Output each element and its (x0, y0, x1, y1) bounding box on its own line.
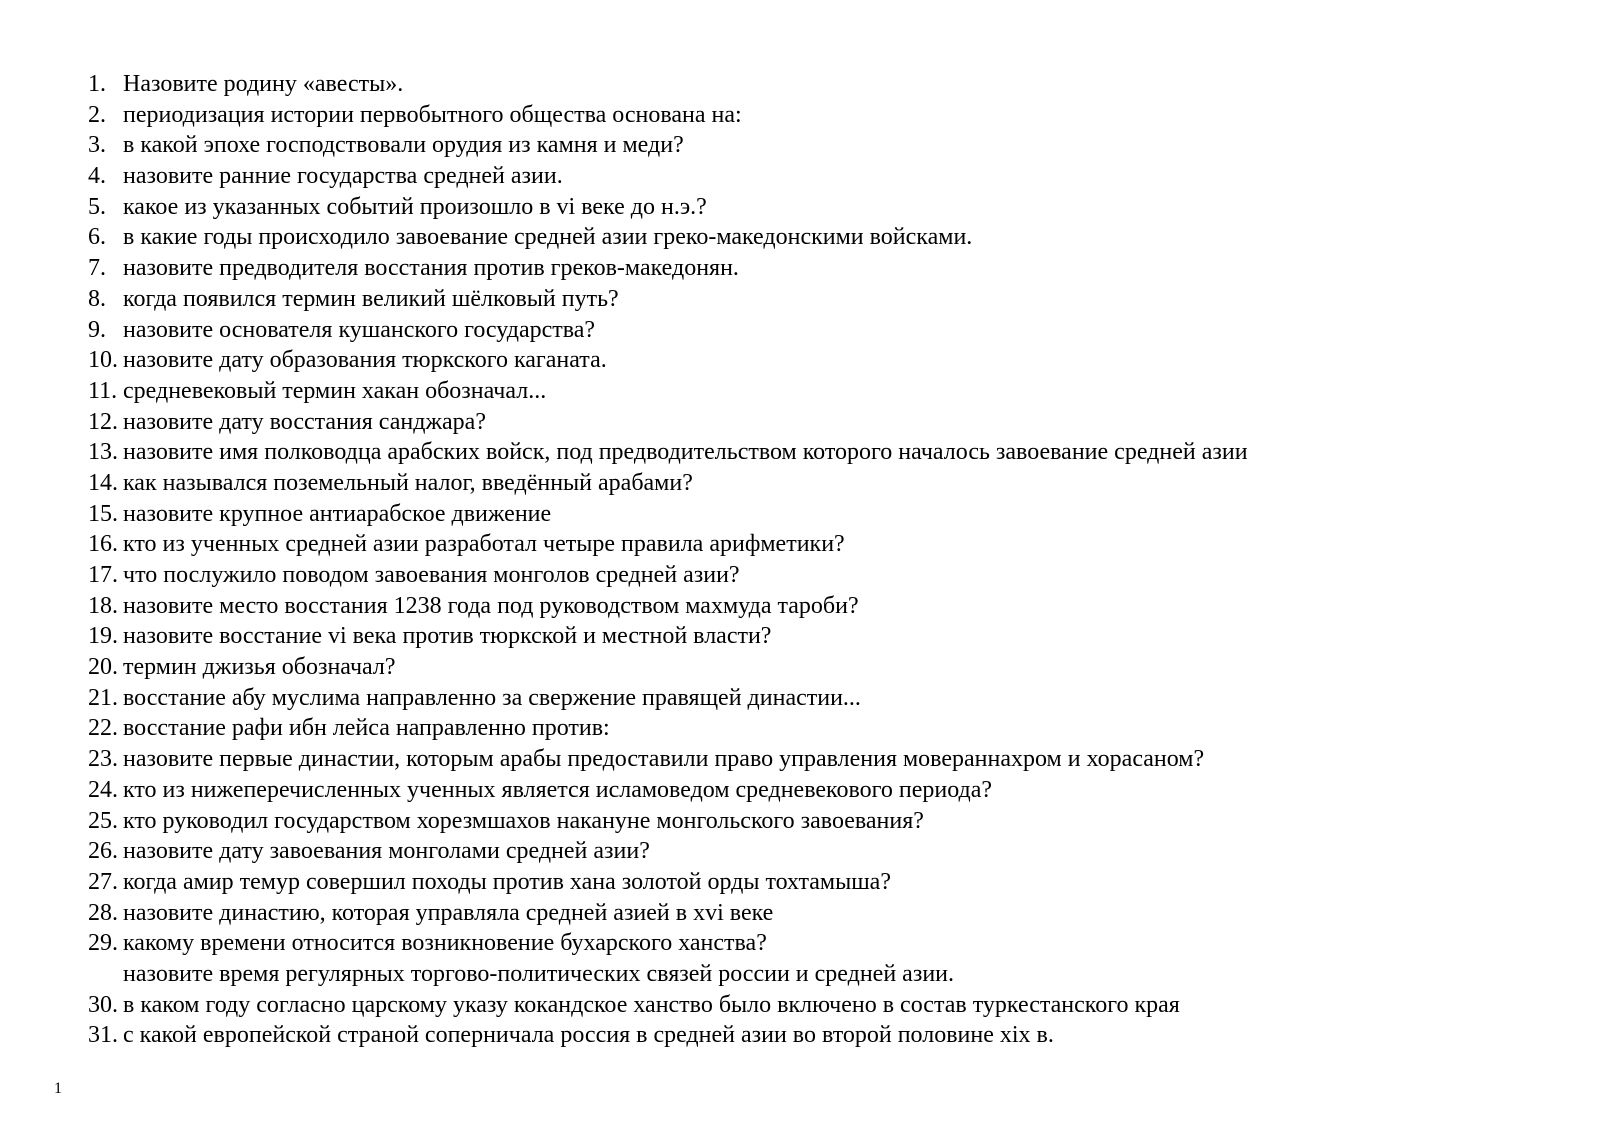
question-item (88, 898, 1248, 929)
question-item (88, 499, 1248, 530)
question-item (88, 345, 1248, 376)
question-number: 21. (88, 684, 118, 711)
question-item (88, 529, 1248, 560)
question-text: какое из указанных событий произошло в vi веке до н.э.? (123, 193, 707, 220)
question-number: 25. (88, 807, 118, 834)
question-number: 11. (88, 377, 118, 404)
question-item-continuation (88, 959, 1248, 990)
question-text: назовите крупное антиарабское движение (123, 500, 552, 527)
question-number: 8. (88, 285, 106, 312)
question-item (88, 652, 1248, 683)
question-text: восстание рафи ибн лейса направленно против: (123, 715, 610, 742)
question-item (88, 836, 1248, 867)
question-number: 15. (88, 500, 118, 527)
question-number: 24. (88, 776, 118, 803)
question-text: с какой европейской страной соперничала россия в средней азии во второй половине xix в. (123, 1022, 1054, 1049)
question-item (88, 1020, 1248, 1051)
question-number: 20. (88, 654, 118, 681)
question-item (88, 222, 1248, 253)
question-text: кто из нижеперечисленных ученных является исламоведом средневекового периода? (123, 776, 993, 803)
question-number: 17. (88, 562, 118, 588)
question-text: средневековый термин хакан обозначал... (123, 377, 547, 404)
question-item (88, 315, 1248, 346)
question-number: 3. (88, 132, 106, 159)
question-item (88, 253, 1248, 284)
question-number: 31. (88, 1022, 118, 1049)
question-text: в какие годы происходило завоевание средней азии греко-македонскими войсками. (123, 224, 973, 251)
question-item (88, 161, 1248, 192)
question-number: 10. (88, 347, 118, 374)
question-number: 9. (88, 316, 106, 343)
question-item (88, 192, 1248, 223)
question-item (88, 591, 1248, 622)
question-text: назовите первые династии, которым арабы предоставили право управления мовераннахром и хорасаном? (123, 746, 1205, 773)
question-number: 4. (88, 163, 106, 190)
question-number: 14. (88, 469, 118, 496)
question-text: периодизация истории первобытного общества основана на: (123, 101, 742, 128)
question-item (88, 928, 1248, 959)
question-item (88, 775, 1248, 806)
question-number: 27. (88, 868, 118, 895)
question-text: назовите ранние государства средней азии. (123, 163, 563, 190)
question-text: какому времени относится возникновение бухарского ханства? (123, 930, 767, 957)
question-item (88, 744, 1248, 775)
question-item (88, 407, 1248, 438)
question-item (88, 284, 1248, 315)
question-text: назовите предводителя восстания против греков-македонян. (123, 255, 739, 282)
question-number: 7. (88, 255, 106, 282)
question-text: назовите восстание vi века против тюркской и местной власти? (123, 623, 772, 650)
question-number: 16. (88, 531, 118, 558)
question-item (88, 621, 1248, 652)
question-text: восстание абу муслима направленно за свержение правящей династии... (123, 684, 861, 711)
question-item (88, 468, 1248, 499)
question-item (88, 100, 1248, 131)
question-item (88, 130, 1248, 161)
question-number: 13. (88, 439, 118, 466)
question-number: 22. (88, 715, 118, 742)
question-text: термин джизья обозначал? (123, 654, 396, 681)
question-item (88, 867, 1248, 898)
question-item (88, 806, 1248, 837)
question-text: что послужило поводом завоевания монголов средней азии? (123, 562, 740, 588)
question-number: 6. (88, 224, 106, 251)
question-number: 1. (88, 71, 106, 97)
question-number: 30. (88, 991, 118, 1018)
question-number: 29. (88, 930, 118, 957)
question-number: 28. (88, 899, 118, 926)
question-text: назовите имя полководца арабских войск, под предводительством которого началось завоевание средней азии (123, 439, 1248, 466)
question-text: в каком году согласно царскому указу кокандское ханство было включено в состав туркестанского края (123, 991, 1180, 1018)
page-number: 1 (54, 1080, 62, 1097)
question-text: когда появился термин великий шёлковый путь? (123, 285, 619, 312)
question-item (88, 560, 1248, 591)
question-item (88, 437, 1248, 468)
question-number: 18. (88, 592, 118, 619)
question-list (88, 69, 1248, 1051)
question-text: назовите дату образования тюркского каганата. (123, 347, 607, 374)
question-text: кто руководил государством хорезмшахов накануне монгольского завоевания? (123, 807, 924, 834)
question-text: назовите место восстания 1238 года под руководством махмуда тароби? (123, 592, 859, 619)
question-text: назовите основателя кушанского государства? (123, 316, 596, 343)
question-item (88, 683, 1248, 714)
question-number: 19. (88, 623, 118, 650)
question-text: когда амир темур совершил походы против хана золотой орды тохтамыша? (123, 868, 891, 895)
question-number: 23. (88, 746, 118, 773)
question-text: как назывался поземельный налог, введённый арабами? (123, 469, 693, 496)
question-text: Назовите родину «авесты». (123, 71, 404, 97)
question-text: назовите дату завоевания монголами средней азии? (123, 838, 650, 865)
question-number: 12. (88, 408, 118, 435)
question-text: кто из ученных средней азии разработал четыре правила арифметики? (123, 531, 845, 558)
question-item (88, 376, 1248, 407)
question-item (88, 990, 1248, 1021)
question-number: 26. (88, 838, 118, 865)
question-item (88, 713, 1248, 744)
question-item (88, 69, 1248, 100)
question-text: в какой эпохе господствовали орудия из камня и меди? (123, 132, 684, 159)
question-text: назовите дату восстания санджара? (123, 408, 486, 435)
question-text: назовите династию, которая управляла средней азией в xvi веке (123, 899, 774, 926)
question-number: 5. (88, 193, 106, 220)
question-text: назовите время регулярных торгово-политических связей россии и средней азии. (123, 960, 954, 987)
question-number: 2. (88, 101, 106, 128)
